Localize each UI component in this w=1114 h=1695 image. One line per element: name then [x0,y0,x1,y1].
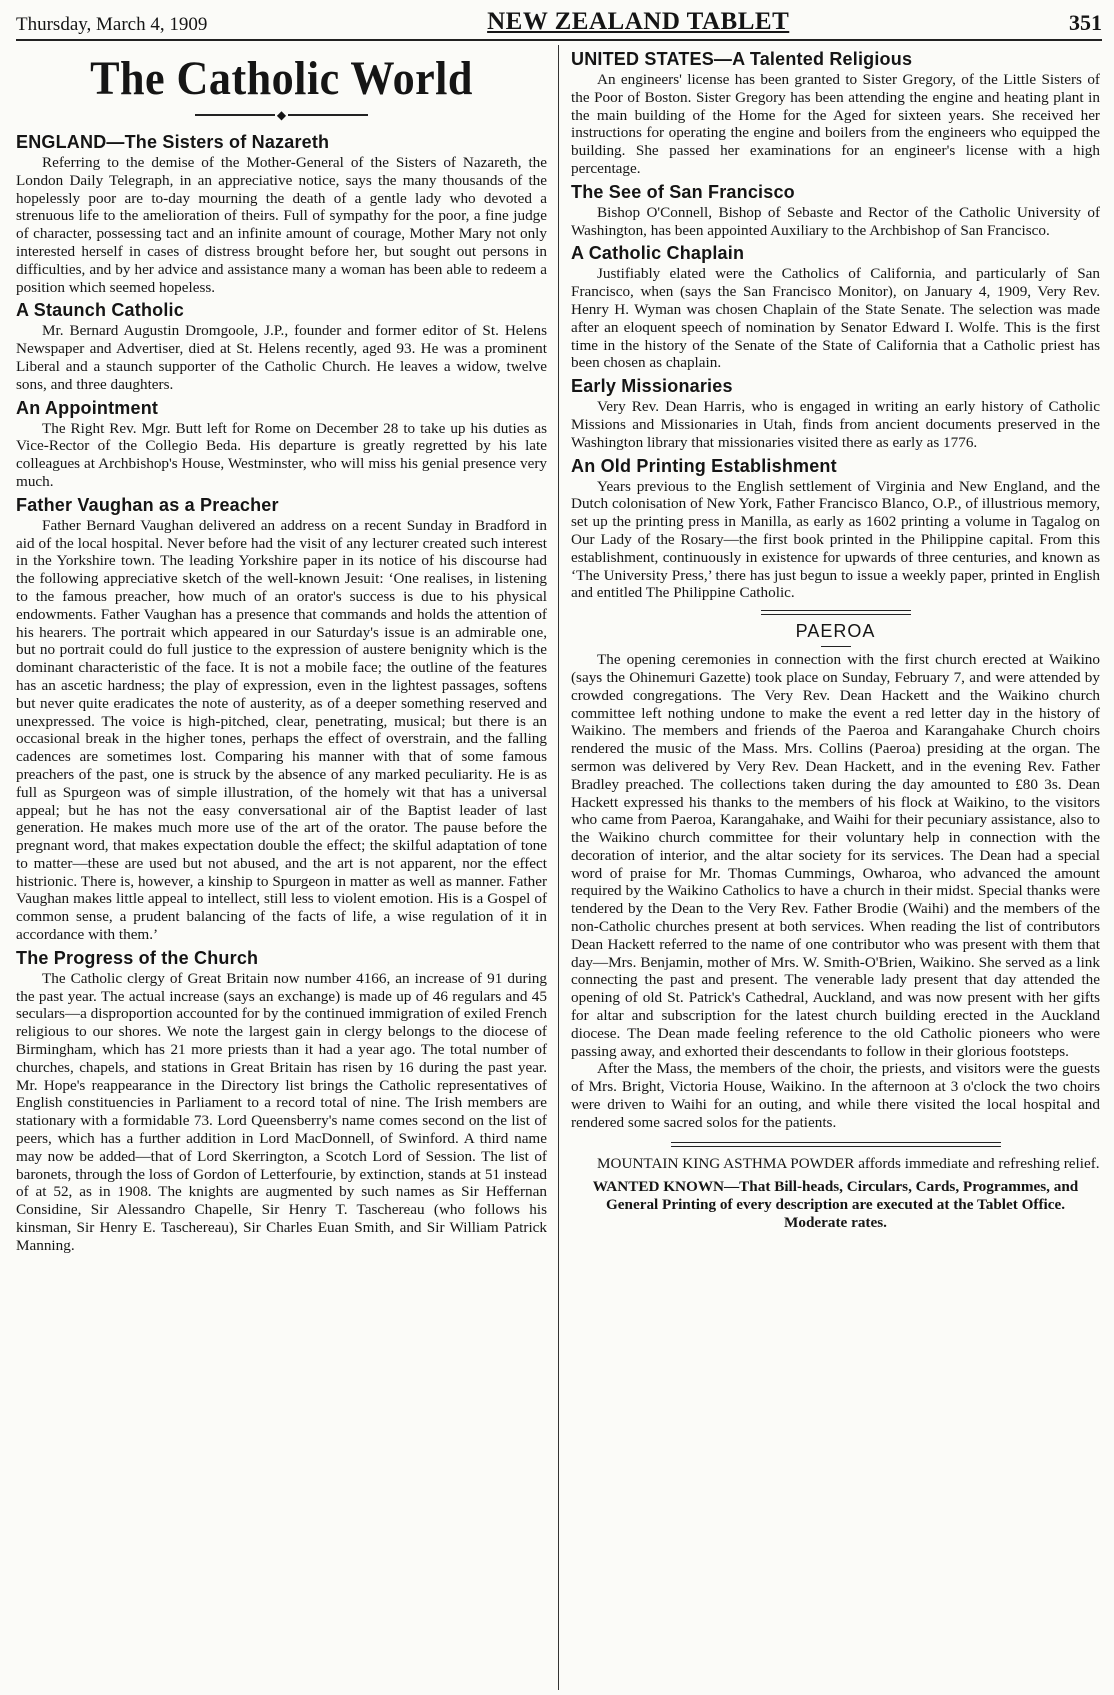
article-paragraph: Mr. Bernard Augustin Dromgoole, J.P., founder and former editor of St. Helens Newspaper and Advertiser, died at St. Helens recently, aged 93. He was a prominent Liberal and a staunch supporter of the Catholic Church. He leaves a widow, twelve sons, and three daughters. [16,322,547,393]
article-paragraph: The opening ceremonies in connection with the first church erected at Waikino (says the Ohinemuri Gazette) took place on Sunday, February 7, and were attended by crowded congregations. The Very Rev. Dean Hackett and the Waikino church committee left nothing undone to make the event a red letter day in the history of Waikino. The members and friends of the Paeroa and Karangahake Church choirs rendered the music of the Mass. Mrs. Collins (Paeroa) presiding at the organ. The sermon was delivered by Very Rev. Dean Hackett, and in the evening Rev. Father Bradley preached. The collections taken during the day amounted to £80 3s. Dean Hackett expressed his thanks to the members of his flock at Waikino, to the visitors who came from Paeroa, Karangahake, and Waihi for their pecuniary assistance, also to the Waikino church committee for their voluntary help in connection with the decoration of interior, and the altar society for its services. The Dean had a special word of praise for Mr. Thomas Cummings, Owharoa, who advanced the amount required by the Waikino Catholics to have a church in their midst. Special thanks were tendered by the Dean to the Very Rev. Father Brodie (Waihi) and the members of the non-Catholic churches present at both services. When reading the list of contributors Dean Hackett referred to the name of one contributor who was present with them that day—Mrs. Benjamin, mother of Mrs. W. Smith-O'Brien, Waikino. She served as a link connecting the past and present. The venerable lady present that day attended the opening of old St. Patrick's Cathedral, Auckland, and was now present with her gifts for altar and subscription for the latest church building erected in the Auckland diocese. The Dean made feeling reference to the old Catholic pioneers who were passing away, and exhorted their descendants to follow in their glorious footsteps. [571,651,1100,1060]
section-heading: A Catholic Chaplain [571,243,745,264]
section-heading: UNITED STATES—A Talented Religious [571,49,913,69]
left-column [16,45,558,1690]
section-heading: Father Vaughan as a Preacher [16,494,279,515]
article-paragraph: Very Rev. Dean Harris, who is engaged in writing an early history of Catholic Missions and Missionaries in Utah, finds from ancient documents preserved in the Washington library that missionaries visited there as early as 1776. [571,398,1100,451]
page-number: 351 [1068,10,1102,35]
columns [16,45,1102,1690]
column-title: The Catholic World [90,52,473,105]
section-divider [761,610,911,615]
ornament-rule [288,114,368,116]
section-heading: Early Missionaries [571,376,733,397]
article-paragraph: Years previous to the English settlement of Virginia and New England, and the Dutch colonisation of New York, Father Francisco Blanco, O.P., of illustrious memory, set up the printing press in Manilla, as early as 1602 printing a volume in Tagalog on Our Lady of the Rosary—the first book printed in the Philippine capital. From this establishment, continuously in existence for upwards of three centuries, and known as ‘The University Press,’ there has just begun to issue a weekly paper, printed in English and entitled The Philippine Catholic. [571,477,1100,602]
paeroa-heading: PAEROA [795,621,876,642]
ad-divider [671,1142,1001,1147]
article-paragraph: The Catholic clergy of Great Britain now number 4166, an increase of 91 during the past year. The actual increase (says an exchange) is made up of 46 regulars and 45 seculars—a disproportion accounted for by the continued immigration of exiled French religious to our shores. We note the largest gain in clergy belongs to the diocese of Birmingham, which has 21 more priests than it had a year ago. The total number of churches, chapels, and stations in Great Britain has risen by 16 during the past year. Mr. Hope's reappearance in the Directory list brings the Catholic representatives of English constituencies in Parliament to a record total of nine. The Irish members are stationary with a formidable 73. Lord Queensberry's name comes second on the list of peers, which has a further addition in Lord MacDonnell, of Swinford. A third name may now be added—that of Lord Skerrington, a Scotch Lord of Session. The list of baronets, through the loss of Gordon of Letterfourie, by extinction, stands at 51 instead of at 52, as in 1908. The knights are augmented by such names as Sir Heffernan Considine, Sir Alessandro Chapelle, Sir Henry T. Taschereau (who follows his kinsman, Sir Henry E. Taschereau), Sir Charles Euan Smith, and Sir William Patrick Manning. [16,969,547,1254]
section-heading: An Old Printing Establishment [571,455,837,476]
ornament-rule [195,114,275,116]
asthma-advertisement: MOUNTAIN KING ASTHMA POWDER affords immediate and refreshing relief. [597,1154,1100,1172]
article-paragraph: Bishop O'Connell, Bishop of Sebaste and Rector of the Catholic University of Washington, has been appointed Auxiliary to the Archbishop of San Francisco. [571,203,1100,239]
section-heading: An Appointment [16,397,159,418]
right-column [558,45,1100,1690]
article-paragraph: Father Bernard Vaughan delivered an address on a recent Sunday in Bradford in aid of the local hospital. Never before had the visit of any lecturer created such interest in the Yorkshire town. The leading Yorkshire paper in its notice of his discourse had the following appreciative sketch of the well-known Jesuit: ‘One realises, in listening to the famous preacher, how much of an orator's success is due to his physical endowments. Father Vaughan has a presence that commands and holds the attention of his hearers. The portrait which appeared in our Saturday's issue is an admirable one, but no portrait could do full justice to the expression of austere benignity which is the dominant characteristic of the face. It is not a mobile face; the outline of the features has an ascetic hardness; the play of expression, even in the lightest passages, softens but never quite eradicates the note of austerity, as of a deeper something reserved and unexpressed. The voice is high-pitched, clear, penetrating, musical; but there is an occasional break in the higher tones, perhaps the effect of overstrain, and the falling cadences are sometimes lost. Comparing his manner with that of some famous preachers of the past, one is struck by the absence of any marked peculiarity. He is as full as Spurgeon was of simple illustration, of the homely wit that has a universal appeal; but he has not the easy conversational air of the Baptist leader of last generation. He makes much more use of the art of the orator. The pause before the pregnant word, that makes expectation double the effect; the skilful adaptation of tone to matter—these are used but not abused, and the art is not apparent, nor the effect histrionic. There is, however, a kinship to Spurgeon in matter as well as manner. Father Vaughan makes little appeal to intellect, still less to violent emotion. His is a Gospel of common sense, a prudent balancing of the facts of life, a wise regulation of it in accordance with them.’ [16,516,547,944]
article-paragraph: Justifiably elated were the Catholics of California, and particularly of San Francisco, when (says the San Francisco Monitor), on January 4, 1909, Very Rev. Henry H. Wyman was chosen Chaplain of the State Senate. The selection was made after an eloquent speech of nomination by Senator Edward I. Wolfe. This is the first time in the history of the Senate of the State of California that a Catholic priest has been chosen as chaplain. [571,265,1100,372]
article-paragraph: The Right Rev. Mgr. Butt left for Rome on December 28 to take up his duties as Vice-Rector of the Collegio Beda. His departure is greatly regretted by his late colleagues at Archbishop's House, Westminster, who will miss his genial presence very much. [16,419,547,490]
diamond-icon: ◆ [276,108,287,122]
section-heading: The Progress of the Church [16,947,259,968]
wanted-known-advertisement: WANTED KNOWN—That Bill-heads, Circulars, Cards, Programmes, and General Printing of every description are executed at the Tablet Office. Moderate rates. [592,1178,1079,1232]
article-paragraph: An engineers' license has been granted to Sister Gregory, of the Little Sisters of the Poor of Boston. Sister Gregory has been attending the engine and heating plant in the main building of the Home for the Aged for sixteen years. She received her instructions for operating the engine and boilers from the engineers who equipped the building. She passed her examinations for an engineer's license with a high percentage. [571,71,1100,177]
heading-underline [821,646,851,647]
section-heading: The See of San Francisco [571,181,795,202]
title-ornament [16,108,547,122]
section-heading: ENGLAND—The Sisters of Nazareth [16,132,330,152]
publication-title: NEW ZEALAND TABLET [487,8,790,35]
issue-date: Thursday, March 4, 1909 [16,14,208,35]
article-paragraph: Referring to the demise of the Mother-General of the Sisters of Nazareth, the London Daily Telegraph, in an appreciative notice, says the many thousands of the hopelessly poor are to-day mourning the death of a gentle lady who devoted a strenuous life to the amelioration of theirs. Full of sympathy for the poor, a fine judge of character, possessing tact and an infinite amount of courage, Mother Mary not only interested herself in cases of distress brought before her, but sought out persons in difficulties, and by her advice and assistance many a woman has been able to redeem a position which seemed hopeless. [16,154,547,296]
article-paragraph: After the Mass, the members of the choir, the priests, and visitors were the guests of Mrs. Bright, Victoria House, Waikino. In the afternoon at 3 o'clock the two choirs were driven to Waihi for an outing, and while there visited the local hospital and rendered some sacred solos for the patients. [571,1060,1100,1131]
masthead [16,8,1102,41]
section-heading: A Staunch Catholic [16,300,184,321]
